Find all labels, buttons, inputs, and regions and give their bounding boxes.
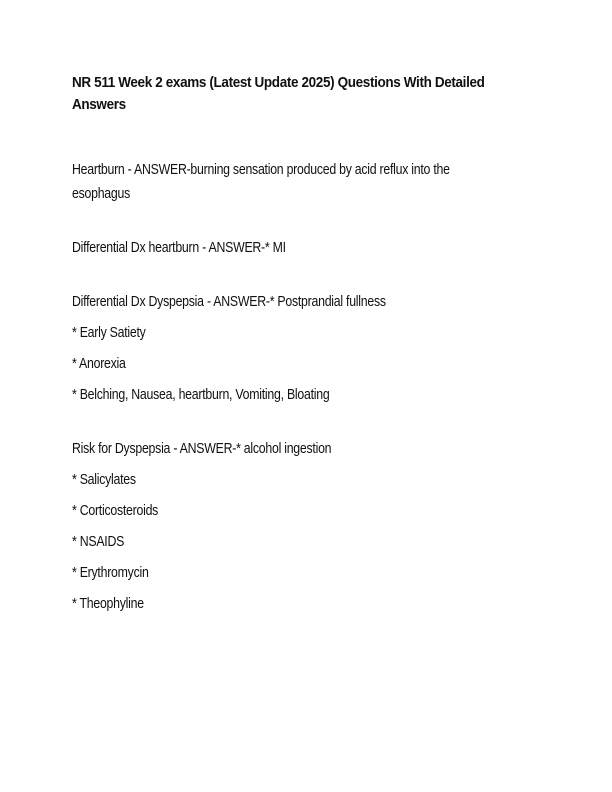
spacer — [72, 206, 532, 236]
list-item: * Erythromycin — [72, 565, 149, 581]
document-content — [72, 72, 532, 616]
document-title — [72, 72, 513, 116]
list-item: * Corticosteroids — [72, 503, 159, 519]
spacer — [72, 260, 532, 290]
document-title-line-1: NR 511 Week 2 exams (Latest Update 2025) Questions With Detailed — [72, 74, 485, 91]
qa-entry-line: esophagus — [72, 186, 131, 202]
qa-entry-line: Heartburn - ANSWER-burning sensation produced by acid reflux into the — [72, 162, 450, 178]
spacer — [72, 116, 532, 158]
list-item: * Theophyline — [72, 596, 144, 612]
qa-entry-line: Risk for Dyspepsia - ANSWER-* alcohol ingestion — [72, 441, 332, 457]
list-item: * Salicylates — [72, 472, 136, 488]
qa-entry-line: Differential Dx heartburn - ANSWER-* MI — [72, 240, 286, 256]
document-title-line-2: Answers — [72, 96, 126, 113]
list-item: * NSAIDS — [72, 534, 125, 550]
qa-entry-differential-heartburn — [72, 236, 532, 260]
list-item: * Early Satiety — [72, 325, 146, 341]
qa-entry-heartburn — [72, 158, 532, 206]
qa-entry-differential-dyspepsia — [72, 290, 532, 407]
qa-entry-line: Differential Dx Dyspepsia - ANSWER-* Postprandial fullness — [72, 294, 386, 310]
qa-entry-risk-dyspepsia — [72, 437, 532, 616]
list-item: * Belching, Nausea, heartburn, Vomiting, Bloating — [72, 387, 330, 403]
spacer — [72, 407, 532, 437]
list-item: * Anorexia — [72, 356, 126, 372]
